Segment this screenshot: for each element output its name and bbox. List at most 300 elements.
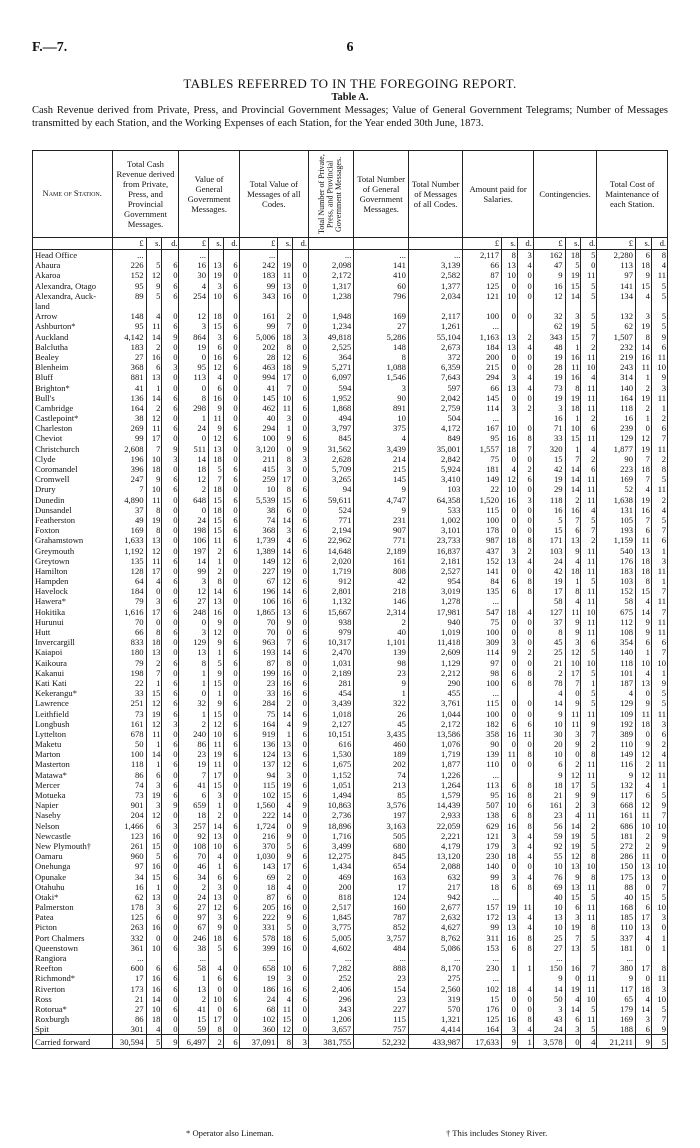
table-cell: 0: [162, 586, 179, 596]
table-cell: 10: [651, 821, 667, 831]
table-cell: 6: [223, 423, 239, 433]
table-cell: 10: [278, 393, 293, 403]
table-cell: 0: [223, 780, 239, 790]
table-cell: 13: [502, 922, 518, 932]
table-cell: 11: [581, 382, 597, 392]
table-cell: 14: [635, 607, 651, 617]
table-row: [33, 892, 668, 902]
table-cell: 129: [597, 433, 636, 443]
table-cell: 137: [239, 759, 278, 769]
table-cell: 629: [463, 821, 502, 831]
table-cell: 14: [565, 821, 581, 831]
table-cell: 11: [581, 617, 597, 627]
table-cell: 184: [463, 342, 502, 352]
table-cell: 0: [293, 698, 309, 708]
table-cell: 2: [581, 535, 597, 545]
table-cell: 112: [597, 617, 636, 627]
table-cell: 2: [179, 484, 209, 494]
table-cell: 8: [651, 963, 667, 973]
table-cell: 110: [597, 922, 636, 932]
table-cell: 15: [565, 433, 581, 443]
footnote-operator: * Operator also Lineman.: [186, 1128, 274, 1138]
table-cell: 5: [651, 698, 667, 708]
station-name: Riverton: [33, 984, 113, 994]
table-cell: 114: [463, 647, 502, 657]
table-cell: 6: [162, 1004, 179, 1014]
table-cell: 8: [517, 586, 533, 596]
table-cell: 0: [635, 973, 651, 983]
station-name: Kati Kati: [33, 678, 113, 688]
col-all-codes-value: Total Value of Messages of all Codes.: [239, 151, 308, 238]
table-cell: 5: [581, 1004, 597, 1014]
table-cell: 1,638: [597, 495, 636, 505]
table-cell: 15: [209, 515, 224, 525]
table-cell: 6: [223, 474, 239, 484]
table-cell: 0: [223, 759, 239, 769]
table-cell: 7,282: [308, 963, 353, 973]
table-cell: 45: [533, 637, 565, 647]
table-cell: 12: [278, 1024, 293, 1035]
table-cell: 11: [581, 586, 597, 596]
table-cell: 540: [597, 545, 636, 555]
table-cell: 6: [223, 719, 239, 729]
table-cell: 2,020: [308, 556, 353, 566]
table-cell: 11: [581, 545, 597, 555]
table-cell: 169: [112, 525, 146, 535]
table-cell: 6: [565, 1014, 581, 1024]
table-cell: 5: [209, 943, 224, 953]
table-cell: 11: [581, 882, 597, 892]
table-cell: 0: [293, 882, 309, 892]
table-cell: 10: [146, 1004, 162, 1014]
table-cell: 0: [293, 281, 309, 291]
table-cell: 5,924: [408, 464, 463, 474]
table-cell: 2,181: [408, 556, 463, 566]
table-cell: 12: [565, 851, 581, 861]
station-name: Hutt: [33, 627, 113, 637]
table-cell: 11: [581, 495, 597, 505]
table-cell: 309: [463, 637, 502, 647]
table-cell: 6: [293, 576, 309, 586]
table-cell: 0: [635, 688, 651, 698]
table-cell: 193: [597, 525, 636, 535]
table-cell: 1,952: [308, 393, 353, 403]
table-cell: 3: [209, 281, 224, 291]
table-cell: 845: [354, 851, 409, 861]
station-name: Cromwell: [33, 474, 113, 484]
table-cell: 6: [293, 556, 309, 566]
table-cell: 0: [223, 311, 239, 321]
table-cell: 1: [179, 413, 209, 423]
table-cell: 16: [112, 882, 146, 892]
table-cell: 6: [502, 780, 518, 790]
table-cell: 1,018: [308, 708, 353, 718]
table-cell: 19: [502, 902, 518, 912]
table-cell: 124: [354, 892, 409, 902]
table-cell: 0: [223, 688, 239, 698]
table-cell: 6: [223, 943, 239, 953]
station-name: Otaki*: [33, 892, 113, 902]
table-cell: 75: [239, 708, 278, 718]
table-cell: 6: [502, 678, 518, 688]
table-cell: 3: [278, 464, 293, 474]
carried-forward-cell: 0: [565, 1035, 581, 1049]
table-cell: 0: [517, 739, 533, 749]
table-cell: 0: [517, 525, 533, 535]
table-row: [33, 800, 668, 810]
station-name: Maketu: [33, 739, 113, 749]
table-cell: 8: [146, 505, 162, 515]
table-cell: 152: [112, 270, 146, 280]
table-cell: 6: [278, 892, 293, 902]
table-cell: 0: [502, 658, 518, 668]
table-row: [33, 953, 668, 963]
table-cell: 13: [146, 647, 162, 657]
table-cell: 6: [223, 545, 239, 555]
table-cell: [581, 301, 597, 311]
table-cell: 16: [146, 352, 162, 362]
table-cell: 0: [179, 352, 209, 362]
table-cell: 13: [635, 678, 651, 688]
table-cell: 11: [565, 719, 581, 729]
table-cell: 6: [162, 627, 179, 637]
table-cell: 5: [651, 515, 667, 525]
table-cell: 11: [581, 1014, 597, 1024]
table-cell: 98: [354, 658, 409, 668]
table-cell: [502, 770, 518, 780]
table-cell: 2,582: [408, 270, 463, 280]
table-cell: 17: [565, 668, 581, 678]
table-cell: 19: [146, 515, 162, 525]
table-cell: 0: [517, 627, 533, 637]
table-cell: 141: [354, 260, 409, 270]
table-cell: 1: [565, 413, 581, 423]
table-cell: 4: [581, 505, 597, 515]
station-name: Spit: [33, 1024, 113, 1035]
table-cell: 0: [223, 403, 239, 413]
table-cell: 2: [278, 311, 293, 321]
table-cell: 9: [293, 719, 309, 729]
table-cell: 4: [565, 556, 581, 566]
table-cell: 1,466: [112, 821, 146, 831]
table-cell: 0: [293, 973, 309, 983]
table-cell: 18: [635, 464, 651, 474]
table-cell: 113: [179, 372, 209, 382]
table-cell: 3: [565, 311, 581, 321]
table-cell: 45: [354, 719, 409, 729]
table-cell: 0: [502, 393, 518, 403]
table-cell: 5: [565, 260, 581, 270]
table-cell: 9: [651, 831, 667, 841]
table-cell: 11: [209, 413, 224, 423]
table-cell: 4: [651, 260, 667, 270]
table-cell: 7: [651, 647, 667, 657]
table-cell: 14,439: [408, 800, 463, 810]
table-cell: 11: [581, 810, 597, 820]
table-cell: [565, 953, 581, 963]
page-title: TABLES REFERRED TO IN THE FOREGOING REPORT.: [183, 76, 517, 91]
table-cell: 27: [533, 943, 565, 953]
table-cell: 222: [239, 810, 278, 820]
table-cell: 22: [112, 678, 146, 688]
table-cell: 22,059: [408, 821, 463, 831]
table-cell: 67: [179, 922, 209, 932]
table-cell: 13: [502, 332, 518, 342]
table-cell: 0: [223, 627, 239, 637]
table-cell: 6: [651, 342, 667, 352]
table-cell: [408, 301, 463, 311]
table-cell: 15: [533, 525, 565, 535]
table-row: [33, 556, 668, 566]
table-cell: 2: [517, 403, 533, 413]
table-cell: 84: [463, 576, 502, 586]
carried-forward-cell: 2: [209, 1035, 224, 1049]
table-cell: 6: [146, 912, 162, 922]
table-cell: 12: [209, 433, 224, 443]
carried-forward-cell: 8: [278, 1035, 293, 1049]
table-cell: 22,962: [308, 535, 353, 545]
table-cell: 3: [179, 576, 209, 586]
table-cell: 0: [223, 882, 239, 892]
table-cell: 2,632: [408, 912, 463, 922]
table-cell: 0: [278, 444, 293, 454]
table-cell: 3,435: [354, 729, 409, 739]
table-cell: 11: [581, 708, 597, 718]
table-cell: 987: [463, 535, 502, 545]
table-cell: 14: [146, 994, 162, 1004]
table-cell: 4,747: [354, 495, 409, 505]
table-cell: 183: [112, 342, 146, 352]
table-cell: 12: [635, 433, 651, 443]
table-cell: 10: [581, 607, 597, 617]
table-cell: 9: [209, 403, 224, 413]
table-cell: 2,127: [308, 719, 353, 729]
table-cell: 1,044: [408, 708, 463, 718]
table-cell: 10: [651, 994, 667, 1004]
table-cell: 10: [533, 749, 565, 759]
table-cell: 6: [223, 861, 239, 871]
table-cell: 6: [502, 882, 518, 892]
table-cell: 0: [162, 505, 179, 515]
table-cell: 58: [597, 596, 636, 606]
table-cell: 0: [162, 994, 179, 1004]
table-cell: 0: [223, 810, 239, 820]
table-cell: 223: [597, 464, 636, 474]
table-cell: 0: [293, 943, 309, 953]
table-cell: [239, 301, 278, 311]
table-cell: 11: [517, 729, 533, 739]
table-cell: 0: [162, 270, 179, 280]
table-cell: [146, 301, 162, 311]
table-cell: 845: [308, 433, 353, 443]
table-cell: 11: [146, 495, 162, 505]
table-cell: [209, 250, 224, 261]
table-cell: 9: [293, 821, 309, 831]
table-cell: 70: [112, 617, 146, 627]
table-cell: 0: [223, 790, 239, 800]
table-cell: 58: [533, 596, 565, 606]
table-cell: 6: [635, 790, 651, 800]
table-cell: 1: [651, 576, 667, 586]
table-cell: 139: [354, 647, 409, 657]
table-row: [33, 342, 668, 352]
table-cell: 102: [239, 790, 278, 800]
table-cell: 12: [209, 902, 224, 912]
table-cell: 7: [179, 770, 209, 780]
table-cell: 0: [502, 362, 518, 372]
table-cell: 1,719: [408, 749, 463, 759]
table-cell: 9: [565, 545, 581, 555]
table-cell: [112, 301, 146, 311]
table-cell: 18,896: [308, 821, 353, 831]
station-name: Palmerston: [33, 902, 113, 912]
table-cell: 6: [293, 749, 309, 759]
table-cell: 13: [502, 912, 518, 922]
carried-forward-cell: 4: [581, 1035, 597, 1049]
table-cell: 11: [565, 708, 581, 718]
table-cell: 115: [463, 505, 502, 515]
table-cell: 320: [533, 444, 565, 454]
table-cell: 17: [112, 973, 146, 983]
table-row: [33, 403, 668, 413]
station-name: Drury: [33, 484, 113, 494]
table-cell: 10: [651, 861, 667, 871]
table-cell: 9: [533, 270, 565, 280]
table-cell: 182: [463, 719, 502, 729]
table-cell: 0: [293, 658, 309, 668]
table-cell: 919: [239, 729, 278, 739]
table-cell: 18: [502, 535, 518, 545]
page-reference: F.—7.: [32, 40, 68, 55]
table-cell: 0: [293, 831, 309, 841]
table-cell: 1,948: [308, 311, 353, 321]
station-name: Akaroa: [33, 270, 113, 280]
table-cell: 0: [293, 260, 309, 270]
table-cell: 19: [565, 270, 581, 280]
table-cell: 17: [146, 566, 162, 576]
table-cell: 389: [597, 729, 636, 739]
table-cell: 15: [635, 892, 651, 902]
table-cell: 6: [223, 291, 239, 301]
table-cell: 135: [112, 556, 146, 566]
col-station: Name of Station.: [33, 151, 113, 238]
unit-pound: £: [597, 238, 636, 250]
table-cell: 11: [146, 556, 162, 566]
table-cell: [502, 688, 518, 698]
table-cell: 296: [308, 994, 353, 1004]
table-cell: 162: [533, 250, 565, 261]
table-cell: 11: [581, 556, 597, 566]
table-cell: 0: [502, 739, 518, 749]
table-cell: 40: [354, 627, 409, 637]
table-cell: 140: [597, 647, 636, 657]
table-cell: [293, 301, 309, 311]
table-cell: 979: [308, 627, 353, 637]
table-cell: 12: [146, 698, 162, 708]
table-cell: 771: [354, 535, 409, 545]
table-cell: 17: [209, 1014, 224, 1024]
table-cell: 100: [463, 678, 502, 688]
table-cell: 10: [502, 484, 518, 494]
table-cell: 1: [146, 678, 162, 688]
table-cell: 9: [278, 851, 293, 861]
table-cell: 9: [278, 831, 293, 841]
table-cell: 18: [239, 882, 278, 892]
table-cell: 0: [223, 372, 239, 382]
table-cell: 9: [651, 372, 667, 382]
table-row: [33, 382, 668, 392]
table-cell: 11: [651, 708, 667, 718]
table-cell: 8,762: [408, 933, 463, 943]
table-cell: 103: [408, 484, 463, 494]
table-cell: 3: [651, 719, 667, 729]
table-cell: 3,139: [408, 260, 463, 270]
table-cell: 5: [581, 933, 597, 943]
table-cell: 214: [354, 454, 409, 464]
table-cell: 9: [209, 668, 224, 678]
table-cell: 3: [565, 637, 581, 647]
table-cell: 16: [179, 260, 209, 270]
table-cell: 6: [293, 433, 309, 443]
table-cell: 6: [162, 260, 179, 270]
table-cell: 8: [278, 658, 293, 668]
table-cell: 17: [635, 963, 651, 973]
table-row: [33, 759, 668, 769]
table-cell: 11: [581, 403, 597, 413]
table-cell: 7: [651, 525, 667, 535]
table-cell: 2: [278, 871, 293, 881]
table-cell: ...: [463, 770, 502, 780]
table-cell: 7: [651, 586, 667, 596]
table-cell: 0: [162, 342, 179, 352]
table-cell: 19: [146, 790, 162, 800]
table-cell: 15: [146, 871, 162, 881]
table-cell: 2,314: [354, 607, 409, 617]
table-cell: 5: [581, 841, 597, 851]
table-cell: 2,673: [408, 342, 463, 352]
table-cell: 11: [278, 1004, 293, 1014]
carried-forward-cell: 52,232: [354, 1035, 409, 1049]
table-cell: 8: [517, 933, 533, 943]
table-cell: 3,657: [308, 1024, 353, 1035]
table-cell: 15: [209, 708, 224, 718]
table-cell: 4,602: [308, 943, 353, 953]
table-cell: 13: [278, 607, 293, 617]
table-cell: 127: [533, 607, 565, 617]
table-cell: 26: [354, 708, 409, 718]
table-cell: 0: [223, 566, 239, 576]
table-cell: 10: [651, 362, 667, 372]
table-cell: 10: [581, 658, 597, 668]
carried-forward-row: [33, 1035, 668, 1049]
table-cell: 6: [162, 984, 179, 994]
table-cell: 6: [209, 871, 224, 881]
table-cell: 95: [179, 362, 209, 372]
table-cell: 8: [517, 780, 533, 790]
table-row: [33, 688, 668, 698]
unit-pence: d.: [162, 238, 179, 250]
table-cell: 15: [209, 495, 224, 505]
table-cell: 2: [565, 800, 581, 810]
table-cell: 4: [517, 260, 533, 270]
table-cell: 14: [565, 1004, 581, 1014]
table-cell: 19: [209, 749, 224, 759]
table-cell: 0: [162, 933, 179, 943]
table-cell: 668: [597, 800, 636, 810]
table-cell: 19: [278, 260, 293, 270]
table-cell: 484: [354, 943, 409, 953]
table-cell: 86: [179, 739, 209, 749]
